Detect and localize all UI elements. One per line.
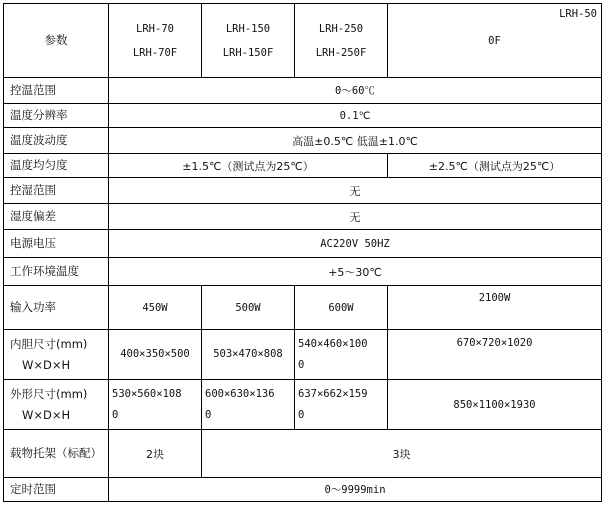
row-power-supply: [4, 230, 602, 258]
inner-size-3: [295, 330, 388, 380]
outer-size-label-line1: 外形尺寸(mm): [10, 386, 88, 401]
row-humidity-range: [4, 178, 602, 204]
humidity-range-value: 无: [109, 178, 602, 204]
inner-size-4-line1: 670×720×1020: [456, 337, 533, 349]
model-1-line2: LRH-70F: [132, 46, 178, 59]
inner-size-label-line2: W×D×H: [22, 357, 71, 372]
row-shelves: [4, 430, 602, 478]
temp-range-label: 控温范围: [4, 78, 109, 104]
row-temp-resolution: [4, 104, 602, 128]
inner-size-3-line1: 540×460×100: [298, 337, 368, 350]
outer-size-2: [202, 380, 295, 430]
inner-size-3-line2: 0: [298, 358, 305, 371]
shelves-value-b: 3块: [202, 430, 602, 478]
model-cell-2: [202, 4, 295, 78]
row-ambient-temp: [4, 258, 602, 286]
temp-fluctuation-value: 高温±0.5℃ 低温±1.0℃: [109, 128, 602, 154]
model-4-bottom: 0F: [488, 34, 501, 47]
inner-size-4: [388, 330, 602, 380]
inner-size-label-line1: 内胆尺寸(mm): [10, 336, 88, 351]
input-power-label: 输入功率: [4, 286, 109, 330]
outer-size-3-line2: 0: [298, 408, 305, 421]
inner-size-2: [202, 330, 295, 380]
power-supply-value: AC220V 50HZ: [109, 230, 602, 258]
outer-size-4: [388, 380, 602, 430]
temp-uniformity-label: 温度均匀度: [4, 154, 109, 178]
outer-size-1-line2: 0: [112, 408, 119, 421]
temp-resolution-label: 温度分辨率: [4, 104, 109, 128]
inner-size-2-line1: 503×470×808: [213, 348, 283, 360]
model-cell-4: [388, 4, 602, 78]
header-row: [4, 4, 602, 78]
row-temp-range: [4, 78, 602, 104]
humidity-range-label: 控湿范围: [4, 178, 109, 204]
shelves-label: 载物托架（标配）: [4, 430, 109, 478]
outer-size-2-line1: 600×630×136: [205, 387, 275, 400]
outer-size-2-line2: 0: [205, 408, 212, 421]
humidity-deviation-value: 无: [109, 204, 602, 230]
inner-size-1: [109, 330, 202, 380]
temp-resolution-value: 0.1℃: [109, 104, 602, 128]
outer-size-label-line2: W×D×H: [22, 407, 71, 422]
model-3-line2: LRH-250F: [315, 46, 367, 59]
spec-table: [3, 3, 602, 502]
model-cell-3: [295, 4, 388, 78]
input-power-1: 450W: [109, 286, 202, 330]
row-temp-uniformity: [4, 154, 602, 178]
model-1-line1: LRH-70: [136, 22, 174, 35]
model-3-line1: LRH-250: [318, 22, 364, 35]
outer-size-3-line1: 637×662×159: [298, 387, 368, 400]
row-temp-fluctuation: [4, 128, 602, 154]
temp-uniformity-value-a: ±1.5℃（测试点为25℃）: [109, 154, 388, 178]
input-power-4: 2100W: [388, 286, 602, 330]
outer-size-1: [109, 380, 202, 430]
temp-range-value: 0～60℃: [109, 78, 602, 104]
ambient-temp-value: +5～30℃: [109, 258, 602, 286]
shelves-value-a: 2块: [109, 430, 202, 478]
row-timer-range: [4, 478, 602, 502]
row-input-power: [4, 286, 602, 330]
inner-size-label: [4, 330, 109, 380]
outer-size-4-line1: 850×1100×1930: [453, 398, 536, 411]
temp-fluctuation-label: 温度波动度: [4, 128, 109, 154]
row-humidity-deviation: [4, 204, 602, 230]
humidity-deviation-label: 湿度偏差: [4, 204, 109, 230]
model-2-line2: LRH-150F: [222, 46, 274, 59]
model-2-line1: LRH-150: [225, 22, 271, 35]
model-4-top: LRH-50: [559, 8, 597, 20]
temp-uniformity-value-b: ±2.5℃（测试点为25℃）: [388, 154, 602, 178]
model-cell-1: [109, 4, 202, 78]
outer-size-3: [295, 380, 388, 430]
timer-range-label: 定时范围: [4, 478, 109, 502]
outer-size-1-line1: 530×560×108: [112, 387, 182, 400]
input-power-3: 600W: [295, 286, 388, 330]
power-supply-label: 电源电压: [4, 230, 109, 258]
outer-size-label: [4, 380, 109, 430]
inner-size-1-line1: 400×350×500: [120, 348, 190, 360]
ambient-temp-label: 工作环境温度: [4, 258, 109, 286]
timer-range-value: 0～9999min: [109, 478, 602, 502]
input-power-2: 500W: [202, 286, 295, 330]
row-outer-size: [4, 380, 602, 430]
row-inner-size: [4, 330, 602, 380]
param-header: 参数: [4, 4, 109, 78]
